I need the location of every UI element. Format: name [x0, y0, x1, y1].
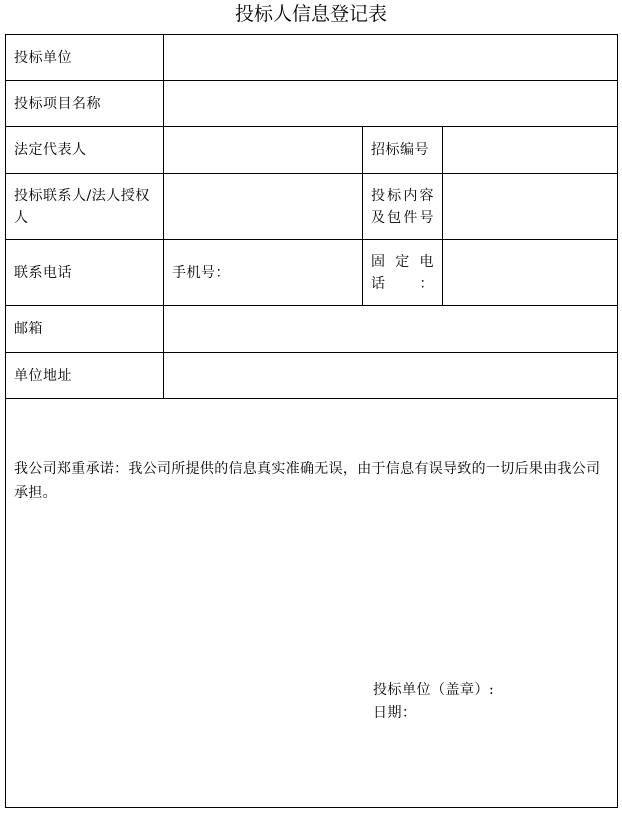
row-legal-rep — [6, 127, 618, 174]
label-bid-content: 投标内容及包件号 — [363, 174, 443, 240]
label-email: 邮箱 — [6, 306, 164, 353]
label-tender-no: 招标编号 — [363, 127, 443, 174]
field-project-name[interactable] — [164, 81, 618, 127]
field-bid-content[interactable] — [443, 174, 618, 240]
pledge-cell — [6, 399, 618, 808]
label-bidder-unit: 投标单位 — [6, 35, 164, 81]
field-mobile[interactable] — [164, 240, 363, 306]
row-contact — [6, 174, 618, 240]
row-pledge — [6, 399, 618, 808]
label-mobile: 手机号： — [172, 264, 230, 281]
label-phone: 联系电话 — [6, 240, 164, 306]
row-project-name — [6, 81, 618, 127]
pledge-text: 我公司郑重承诺：我公司所提供的信息真实准确无误，由于信息有误导致的一切后果由我公司承担。 — [14, 461, 601, 501]
row-address — [6, 353, 618, 399]
row-phone — [6, 240, 618, 306]
date-label: 日期： — [373, 705, 417, 721]
field-tender-no[interactable] — [443, 127, 618, 174]
field-address[interactable] — [164, 353, 618, 399]
page-title: 投标人信息登记表 — [234, 3, 387, 25]
field-email[interactable] — [164, 306, 618, 353]
label-address: 单位地址 — [6, 353, 164, 399]
label-contact: 投标联系人/法人授权人 — [6, 174, 164, 240]
signature-block — [373, 679, 494, 725]
seal-label: 投标单位（盖章）: — [373, 682, 495, 698]
field-landline[interactable] — [443, 240, 618, 306]
registration-form-table — [5, 34, 618, 808]
row-bidder-unit — [6, 35, 618, 81]
field-legal-rep[interactable] — [164, 127, 363, 174]
label-legal-rep: 法定代表人 — [6, 127, 164, 174]
field-contact[interactable] — [164, 174, 363, 240]
field-bidder-unit[interactable] — [164, 35, 618, 81]
row-email — [6, 306, 618, 353]
label-project-name: 投标项目名称 — [6, 81, 164, 127]
label-landline: 固定电话： — [363, 240, 443, 306]
pledge-box — [6, 399, 617, 807]
